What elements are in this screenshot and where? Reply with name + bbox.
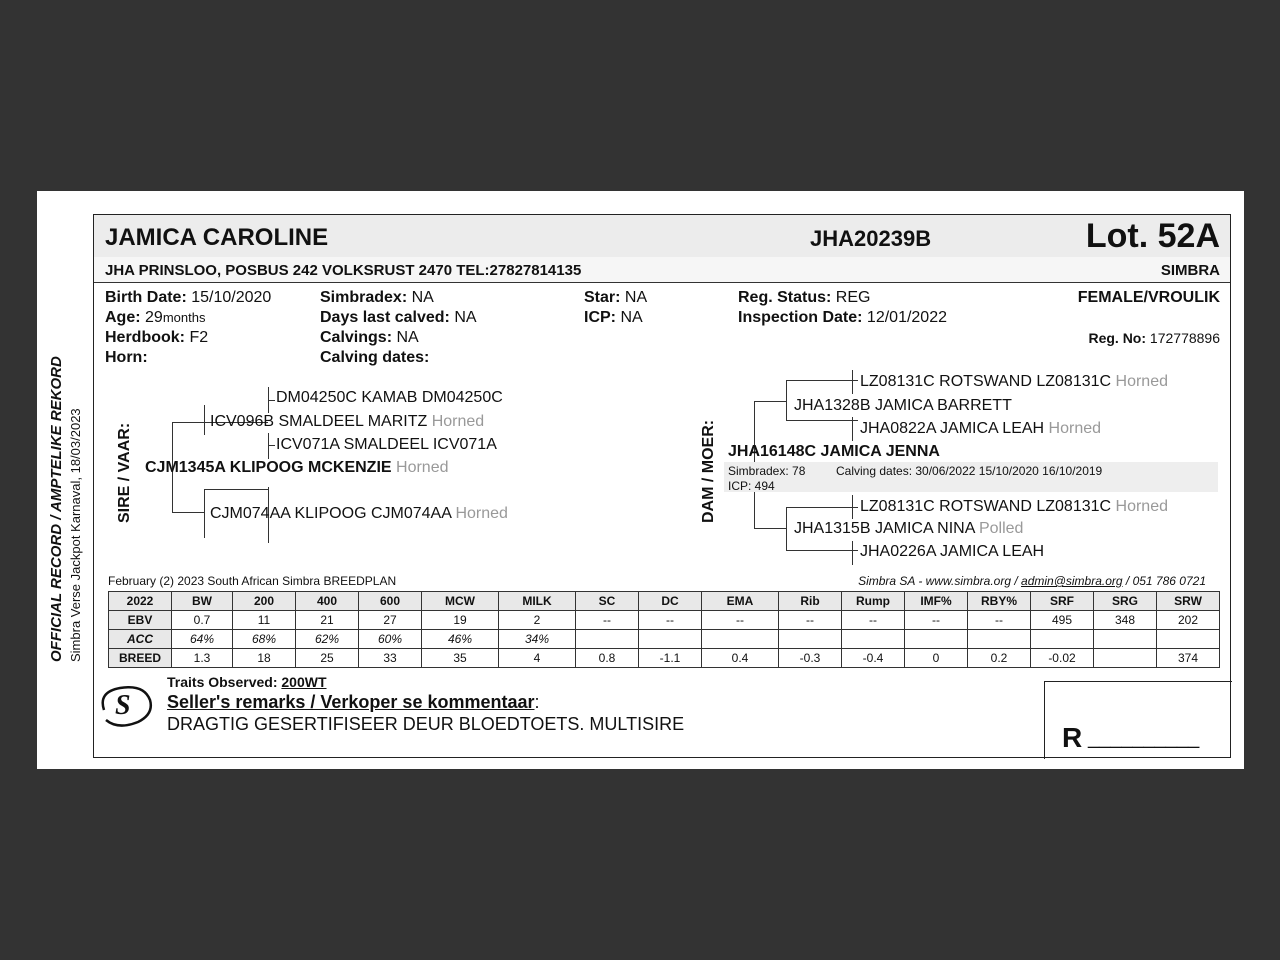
star-field: Star: NA bbox=[584, 289, 648, 306]
lot-number: Lot. 52A bbox=[1085, 217, 1220, 255]
logo-letter: S bbox=[115, 690, 131, 721]
days-last-calved-field: Days last calved: NA bbox=[320, 309, 477, 326]
table-cell: 18 bbox=[233, 649, 296, 668]
breedplan-contact: Simbra SA - www.simbra.org / admin@simbra.org / 051 786 0721 bbox=[858, 574, 1206, 588]
header-cell: IMF% bbox=[905, 592, 968, 611]
pedigree-line bbox=[204, 489, 268, 490]
pedigree-line bbox=[852, 541, 853, 565]
table-cell bbox=[576, 630, 639, 649]
pedigree-line bbox=[852, 495, 853, 519]
dam-calving-dates: Calving dates: 30/06/2022 15/10/2020 16/10/2019 bbox=[836, 464, 1103, 478]
table-cell: 374 bbox=[1157, 649, 1220, 668]
table-cell: 1.3 bbox=[172, 649, 233, 668]
sex-label: FEMALE/VROULIK bbox=[1077, 289, 1220, 306]
sire-sire-dam: ICV071A SMALDEEL ICV071A bbox=[276, 436, 497, 453]
pedigree-line bbox=[268, 433, 269, 459]
herdbook-field: Herdbook: F2 bbox=[105, 329, 209, 346]
table-cell: 0.2 bbox=[968, 649, 1031, 668]
header-cell: EMA bbox=[702, 592, 779, 611]
table-cell: 0.8 bbox=[576, 649, 639, 668]
table-cell bbox=[702, 630, 779, 649]
header-cell: 400 bbox=[296, 592, 359, 611]
dam-dam-dam: JHA0226A JAMICA LEAH bbox=[860, 543, 1045, 560]
header-cell: Rump bbox=[842, 592, 905, 611]
table-cell bbox=[1031, 630, 1094, 649]
birth-date-field: Birth Date: 15/10/2020 bbox=[105, 289, 272, 306]
card-header bbox=[94, 215, 1230, 258]
header-cell: 200 bbox=[233, 592, 296, 611]
animal-code: JHA20239B bbox=[810, 226, 932, 251]
dam-dam-sire: LZ08131C ROTSWAND LZ08131C Horned bbox=[860, 498, 1168, 515]
table-cell: 35 bbox=[422, 649, 499, 668]
header-cell: SRF bbox=[1031, 592, 1094, 611]
table-cell: 11 bbox=[233, 611, 296, 630]
reg-number-field: Reg. No: 172778896 bbox=[1088, 330, 1220, 346]
table-cell: 64% bbox=[172, 630, 233, 649]
header-cell: SRG bbox=[1094, 592, 1157, 611]
sire-dam: CJM074AA KLIPOOG CJM074AA Horned bbox=[210, 505, 508, 522]
header-cell: MCW bbox=[422, 592, 499, 611]
pedigree-line bbox=[852, 417, 853, 441]
table-cell: 0.7 bbox=[172, 611, 233, 630]
email-link[interactable]: admin@simbra.org bbox=[1021, 574, 1123, 588]
header-cell: 2022 bbox=[109, 592, 172, 611]
header-cell: MILK bbox=[499, 592, 576, 611]
table-cell: -- bbox=[842, 611, 905, 630]
table-cell: 46% bbox=[422, 630, 499, 649]
pedigree-line bbox=[786, 550, 858, 551]
row-label: EBV bbox=[109, 611, 172, 630]
table-cell: -0.3 bbox=[779, 649, 842, 668]
header-cell: SC bbox=[576, 592, 639, 611]
pedigree-line bbox=[786, 420, 858, 421]
table-cell bbox=[842, 630, 905, 649]
table-cell: -- bbox=[968, 611, 1031, 630]
table-cell: 62% bbox=[296, 630, 359, 649]
traits-observed: Traits Observed: 200WT bbox=[167, 674, 327, 690]
table-header-row bbox=[109, 592, 1220, 611]
inspection-date-field: Inspection Date: 12/01/2022 bbox=[738, 309, 947, 326]
horn-field: Horn: bbox=[105, 349, 148, 366]
table-cell: 34% bbox=[499, 630, 576, 649]
dam-sire: JHA1328B JAMICA BARRETT bbox=[794, 397, 1012, 414]
breedplan-title: February (2) 2023 South African Simbra BREEDPLAN bbox=[108, 574, 397, 588]
pedigree-line bbox=[786, 507, 858, 508]
pedigree-line bbox=[172, 512, 204, 513]
pedigree-line bbox=[204, 405, 205, 435]
owner-info: JHA PRINSLOO, POSBUS 242 VOLKSRUST 2470 TEL:27827814135 bbox=[105, 262, 582, 279]
sire-label: SIRE / VAAR: bbox=[116, 422, 133, 523]
table-cell: 21 bbox=[296, 611, 359, 630]
age-field: Age: 29months bbox=[105, 309, 206, 326]
header-cell: RBY% bbox=[968, 592, 1031, 611]
pedigree-line bbox=[786, 507, 787, 528]
simbra-logo-icon bbox=[94, 680, 160, 730]
reg-status-field: Reg. Status: REG bbox=[738, 289, 871, 306]
table-cell: -- bbox=[905, 611, 968, 630]
table-cell: -1.1 bbox=[639, 649, 702, 668]
official-record-label: OFFICIAL RECORD / AMPTELIKE REKORD bbox=[48, 356, 65, 662]
header-cell: DC bbox=[639, 592, 702, 611]
table-cell: 0.4 bbox=[702, 649, 779, 668]
animal-name: JAMICA CAROLINE bbox=[105, 224, 329, 251]
dam-sire-dam: JHA0822A JAMICA LEAH Horned bbox=[860, 420, 1102, 437]
pedigree-line bbox=[852, 370, 853, 394]
table-cell: 348 bbox=[1094, 611, 1157, 630]
table-cell bbox=[1094, 630, 1157, 649]
table-cell: 495 bbox=[1031, 611, 1094, 630]
table-cell: 202 bbox=[1157, 611, 1220, 630]
table-cell: 0 bbox=[905, 649, 968, 668]
header-cell: SRW bbox=[1157, 592, 1220, 611]
table-cell bbox=[639, 630, 702, 649]
table-cell bbox=[905, 630, 968, 649]
simbradex-field: Simbradex: NA bbox=[320, 289, 434, 306]
owner-bar bbox=[94, 257, 1230, 283]
table-cell: 19 bbox=[422, 611, 499, 630]
icp-field: ICP: NA bbox=[584, 309, 643, 326]
row-label: ACC bbox=[109, 630, 172, 649]
auction-caption: Simbra Verse Jackpot Karnaval, 18/03/2023 bbox=[68, 408, 83, 662]
pedigree-line bbox=[786, 380, 858, 381]
price-blank[interactable]: __________ bbox=[1088, 727, 1200, 749]
pedigree-line bbox=[786, 528, 787, 550]
table-cell bbox=[779, 630, 842, 649]
table-cell: -- bbox=[702, 611, 779, 630]
calvings-field: Calvings: NA bbox=[320, 329, 419, 346]
sire-sire-sire: DM04250C KAMAB DM04250C bbox=[276, 389, 503, 406]
table-row bbox=[109, 649, 1220, 668]
table-cell: 25 bbox=[296, 649, 359, 668]
remarks-text: DRAGTIG GESERTIFISEER DEUR BLOEDTOETS. MULTISIRE bbox=[167, 714, 685, 734]
table-row bbox=[109, 611, 1220, 630]
pedigree-line bbox=[204, 490, 205, 538]
dam-sire-sire: LZ08131C ROTSWAND LZ08131C Horned bbox=[860, 373, 1168, 390]
table-cell: 68% bbox=[233, 630, 296, 649]
table-cell: 27 bbox=[359, 611, 422, 630]
row-label: BREED bbox=[109, 649, 172, 668]
table-cell: 60% bbox=[359, 630, 422, 649]
sire-sire: ICV096B SMALDEEL MARITZ Horned bbox=[210, 413, 485, 430]
sire-name: CJM1345A KLIPOOG MCKENZIE Horned bbox=[145, 459, 449, 476]
dam-icp: ICP: 494 bbox=[728, 479, 775, 493]
pedigree-line bbox=[268, 445, 275, 446]
table-cell: 33 bbox=[359, 649, 422, 668]
dam-label: DAM / MOER: bbox=[700, 419, 717, 523]
side-caption bbox=[48, 302, 83, 662]
table-cell bbox=[1157, 630, 1220, 649]
table-cell: -0.02 bbox=[1031, 649, 1094, 668]
pedigree-line bbox=[754, 528, 786, 529]
breedplan-table bbox=[108, 591, 1220, 668]
table-cell: 4 bbox=[499, 649, 576, 668]
pedigree-line bbox=[268, 400, 275, 401]
dam-dam: JHA1315B JAMICA NINA Polled bbox=[794, 520, 1024, 537]
table-cell: -- bbox=[576, 611, 639, 630]
price-label: R bbox=[1062, 722, 1083, 753]
table-row bbox=[109, 630, 1220, 649]
header-cell: BW bbox=[172, 592, 233, 611]
remarks-title: Seller's remarks / Verkoper se kommentaar: bbox=[167, 692, 540, 712]
header-cell: Rib bbox=[779, 592, 842, 611]
dam-name: JHA16148C JAMICA JENNA bbox=[728, 443, 940, 460]
pedigree-line bbox=[786, 380, 787, 420]
calving-dates-field: Calving dates: bbox=[320, 349, 430, 366]
header-cell: 600 bbox=[359, 592, 422, 611]
table-cell: -0.4 bbox=[842, 649, 905, 668]
dam-simbradex: Simbradex: 78 bbox=[728, 464, 806, 478]
table-cell bbox=[968, 630, 1031, 649]
breed-label: SIMBRA bbox=[1160, 262, 1220, 279]
lot-card bbox=[93, 214, 1231, 758]
table-cell: -- bbox=[779, 611, 842, 630]
table-cell: -- bbox=[639, 611, 702, 630]
pedigree-line bbox=[172, 422, 204, 423]
pedigree-line bbox=[754, 401, 786, 402]
table-cell: 2 bbox=[499, 611, 576, 630]
table-cell bbox=[1094, 649, 1157, 668]
